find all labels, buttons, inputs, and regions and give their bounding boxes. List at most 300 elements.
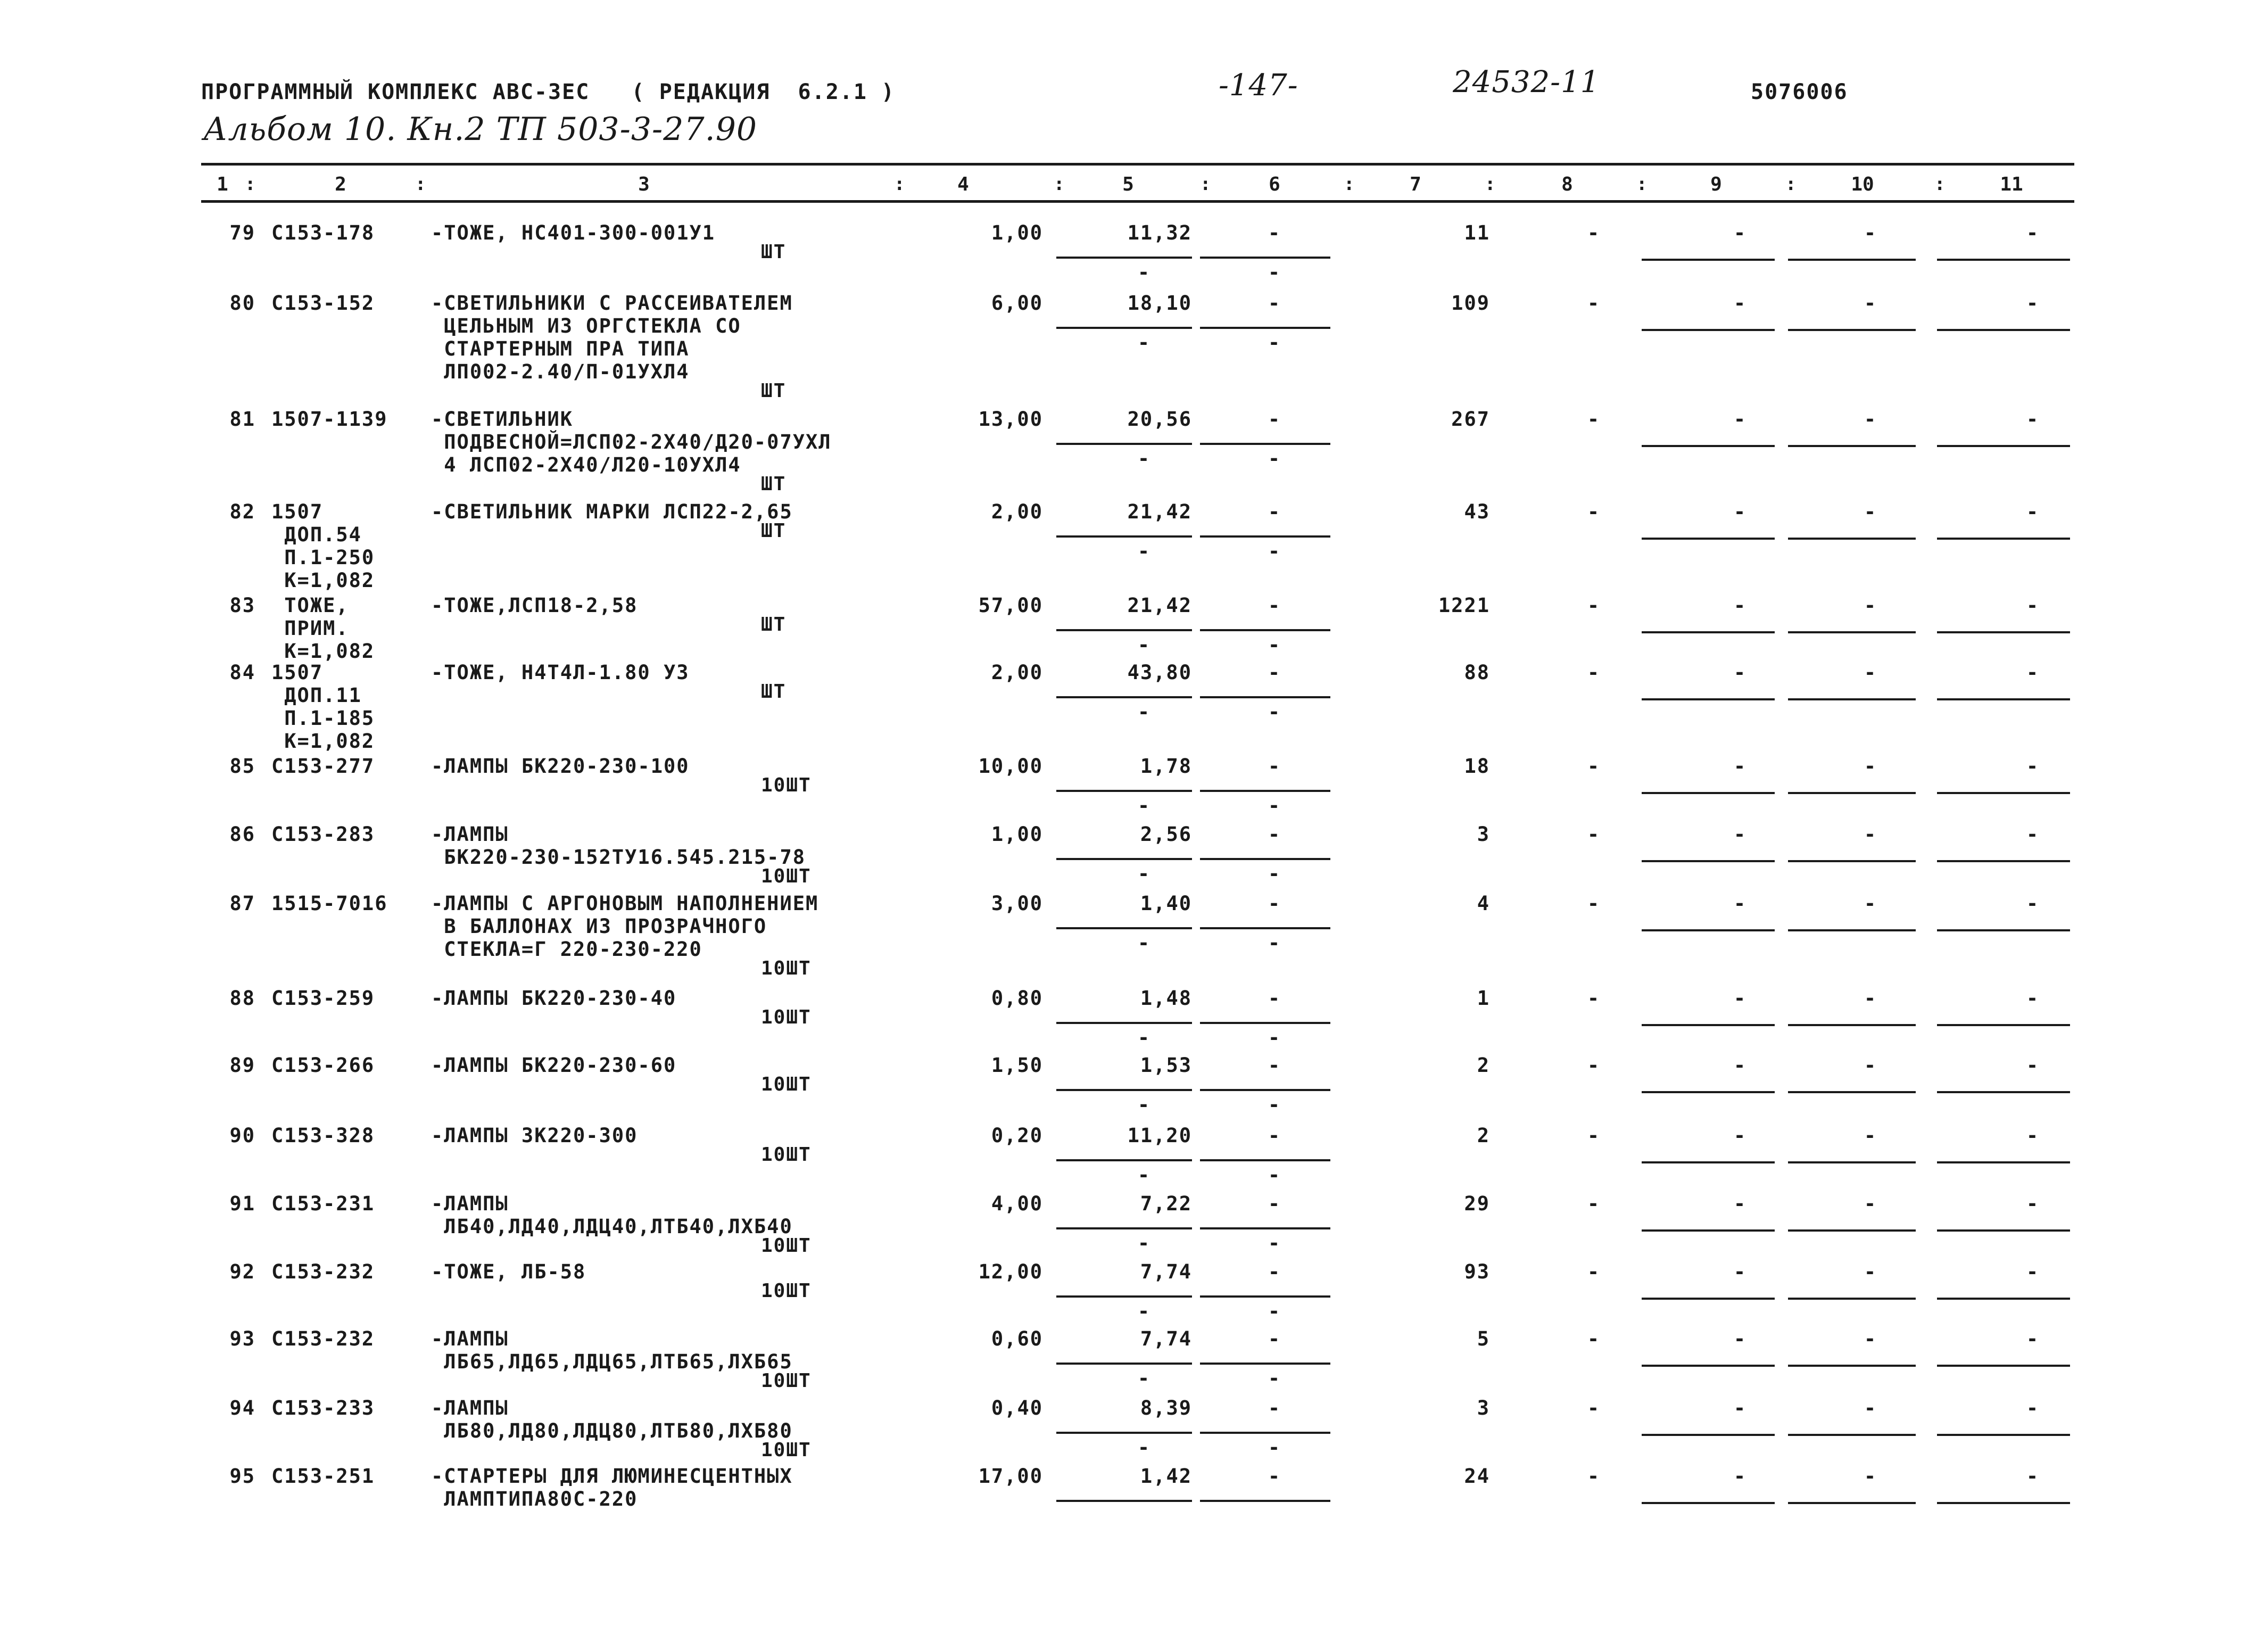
column-9-value: -: [1733, 594, 1747, 617]
column-separator: :: [245, 174, 256, 195]
column-header-1: 1: [217, 174, 228, 195]
item-description: -ЛАМПЫ БК220-230-100: [431, 755, 690, 778]
row-number: 92: [229, 1260, 255, 1283]
column-8-value: -: [1587, 408, 1601, 431]
price-underline: [1056, 858, 1192, 860]
column-9-underline: [1642, 329, 1775, 331]
column-11-underline: [1937, 1229, 2070, 1232]
column-11-underline: [1937, 329, 2070, 331]
column-6-secondary: -: [1268, 261, 1281, 284]
column-header-4: 4: [957, 174, 969, 195]
unit-price-secondary: -: [1137, 862, 1151, 885]
column-11-underline: [1937, 860, 2070, 862]
column-11-value: -: [2026, 1260, 2040, 1283]
quantity: 13,00: [978, 408, 1043, 431]
row-number: 93: [229, 1327, 255, 1350]
resource-code: С153-266: [271, 1054, 375, 1077]
column-10-underline: [1788, 1434, 1916, 1436]
price-underline: [1056, 629, 1192, 631]
column-10-underline: [1788, 1024, 1916, 1026]
unit-of-measure: 10ШТ: [761, 1439, 812, 1461]
item-description: -СВЕТИЛЬНИК ПОДВЕСНОЙ=ЛСП02-2Х40/Д20-07УХЛ 4 ЛСП02-2Х40/Л20-10УХЛ4: [431, 408, 832, 476]
column-9-underline: [1642, 1365, 1775, 1367]
row-number: 91: [229, 1192, 255, 1215]
column-9-underline: [1642, 631, 1775, 633]
quantity: 57,00: [978, 594, 1043, 617]
column-10-value: -: [1864, 594, 1877, 617]
column-9-value: -: [1733, 221, 1747, 244]
item-description: -СВЕТИЛЬНИК МАРКИ ЛСП22-2,65: [431, 500, 793, 523]
column-6-value: -: [1268, 408, 1281, 431]
column-8-value: -: [1587, 1124, 1601, 1147]
unit-of-measure: 10ШТ: [761, 1370, 812, 1392]
column-11-underline: [1937, 1502, 2070, 1504]
unit-price: 7,74: [1140, 1327, 1192, 1350]
column-10-value: -: [1864, 221, 1877, 244]
column-6-value: -: [1268, 594, 1281, 617]
column-6-value: -: [1268, 1465, 1281, 1488]
column-11-underline: [1937, 445, 2070, 447]
unit-price: 7,74: [1140, 1260, 1192, 1283]
column-8-value: -: [1587, 892, 1601, 915]
column-6-underline: [1200, 1022, 1330, 1024]
column-11-value: -: [2026, 1465, 2040, 1488]
column-header-11: 11: [2000, 174, 2023, 195]
total-cost: 267: [1451, 408, 1490, 431]
column-6-underline: [1200, 443, 1330, 445]
column-10-value: -: [1864, 1327, 1877, 1350]
row-number: 87: [229, 892, 255, 915]
resource-code: С153-232: [271, 1260, 375, 1283]
column-10-underline: [1788, 329, 1916, 331]
price-underline: [1056, 1022, 1192, 1024]
item-description: -ТОЖЕ, ЛБ-58: [431, 1260, 586, 1283]
unit-price: 1,53: [1140, 1054, 1192, 1077]
column-6-underline: [1200, 1500, 1330, 1502]
price-underline: [1056, 257, 1192, 259]
column-header-3: 3: [638, 174, 650, 195]
unit-price: 11,32: [1127, 221, 1192, 244]
column-10-value: -: [1864, 1124, 1877, 1147]
resource-code: С153-259: [271, 987, 375, 1010]
column-11-underline: [1937, 929, 2070, 931]
column-8-value: -: [1587, 1192, 1601, 1215]
column-9-value: -: [1733, 1054, 1747, 1077]
row-number: 82: [229, 500, 255, 523]
column-separator: :: [1785, 174, 1797, 195]
column-11-value: -: [2026, 661, 2040, 684]
quantity: 12,00: [978, 1260, 1043, 1283]
unit-price-secondary: -: [1137, 261, 1151, 284]
column-9-value: -: [1733, 292, 1747, 315]
column-10-value: -: [1864, 892, 1877, 915]
total-cost: 18: [1464, 755, 1490, 778]
column-6-underline: [1200, 1363, 1330, 1365]
column-6-value: -: [1268, 823, 1281, 846]
column-8-value: -: [1587, 1327, 1601, 1350]
unit-price-secondary: -: [1137, 1232, 1151, 1254]
column-6-secondary: -: [1268, 1232, 1281, 1254]
unit-price-secondary: -: [1137, 633, 1151, 656]
total-cost: 93: [1464, 1260, 1490, 1283]
column-10-value: -: [1864, 1054, 1877, 1077]
price-underline: [1056, 1500, 1192, 1502]
column-9-underline: [1642, 1502, 1775, 1504]
unit-price-secondary: -: [1137, 1436, 1151, 1459]
column-6-secondary: -: [1268, 1300, 1281, 1323]
column-header-7: 7: [1410, 174, 1421, 195]
row-number: 90: [229, 1124, 255, 1147]
column-6-secondary: -: [1268, 1367, 1281, 1390]
column-9-underline: [1642, 1229, 1775, 1232]
quantity: 17,00: [978, 1465, 1043, 1488]
table-header-rule: [201, 200, 2074, 203]
total-cost: 4: [1477, 892, 1490, 915]
column-6-secondary: -: [1268, 1163, 1281, 1186]
column-8-value: -: [1587, 1260, 1601, 1283]
column-8-value: -: [1587, 661, 1601, 684]
total-cost: 1: [1477, 987, 1490, 1010]
unit-of-measure: ШТ: [761, 241, 787, 263]
column-10-value: -: [1864, 755, 1877, 778]
column-separator: :: [1200, 174, 1211, 195]
column-9-value: -: [1733, 987, 1747, 1010]
column-6-secondary: -: [1268, 331, 1281, 354]
quantity: 0,40: [991, 1397, 1043, 1419]
column-11-value: -: [2026, 1124, 2040, 1147]
unit-price: 11,20: [1127, 1124, 1192, 1147]
column-9-value: -: [1733, 892, 1747, 915]
column-11-underline: [1937, 1161, 2070, 1163]
row-number: 88: [229, 987, 255, 1010]
row-number: 84: [229, 661, 255, 684]
column-11-value: -: [2026, 892, 2040, 915]
column-9-value: -: [1733, 500, 1747, 523]
column-separator: :: [1054, 174, 1065, 195]
column-8-value: -: [1587, 594, 1601, 617]
column-8-value: -: [1587, 221, 1601, 244]
unit-of-measure: 10ШТ: [761, 1144, 812, 1166]
column-6-underline: [1200, 257, 1330, 259]
unit-of-measure: 10ШТ: [761, 1235, 812, 1257]
table-top-rule: [201, 163, 2074, 166]
unit-of-measure: 10ШТ: [761, 1006, 812, 1028]
quantity: 0,60: [991, 1327, 1043, 1350]
column-11-underline: [1937, 1298, 2070, 1300]
column-6-underline: [1200, 1295, 1330, 1298]
total-cost: 43: [1464, 500, 1490, 523]
resource-code: С153-328: [271, 1124, 375, 1147]
column-10-underline: [1788, 1161, 1916, 1163]
column-10-value: -: [1864, 500, 1877, 523]
column-10-value: -: [1864, 661, 1877, 684]
column-9-underline: [1642, 792, 1775, 794]
column-9-underline: [1642, 1024, 1775, 1026]
resource-code: С153-233: [271, 1397, 375, 1419]
resource-code: С153-178: [271, 221, 375, 244]
column-6-value: -: [1268, 1397, 1281, 1419]
column-11-underline: [1937, 1024, 2070, 1026]
column-6-underline: [1200, 858, 1330, 860]
column-9-underline: [1642, 698, 1775, 700]
price-underline: [1056, 1363, 1192, 1365]
unit-price: 1,48: [1140, 987, 1192, 1010]
unit-of-measure: ШТ: [761, 614, 787, 635]
column-6-underline: [1200, 1089, 1330, 1091]
column-11-underline: [1937, 1434, 2070, 1436]
column-6-underline: [1200, 927, 1330, 929]
column-8-value: -: [1587, 1465, 1601, 1488]
column-10-value: -: [1864, 1397, 1877, 1419]
row-number: 81: [229, 408, 255, 431]
row-number: 94: [229, 1397, 255, 1419]
unit-price: 1,40: [1140, 892, 1192, 915]
column-6-value: -: [1268, 1327, 1281, 1350]
row-number: 89: [229, 1054, 255, 1077]
row-number: 85: [229, 755, 255, 778]
column-11-value: -: [2026, 823, 2040, 846]
column-6-secondary: -: [1268, 540, 1281, 563]
resource-code: С153-251: [271, 1465, 375, 1488]
column-10-underline: [1788, 860, 1916, 862]
column-10-underline: [1788, 445, 1916, 447]
column-6-secondary: -: [1268, 1026, 1281, 1049]
column-10-underline: [1788, 1298, 1916, 1300]
column-11-value: -: [2026, 1327, 2040, 1350]
column-11-value: -: [2026, 408, 2040, 431]
quantity: 1,00: [991, 823, 1043, 846]
total-cost: 3: [1477, 1397, 1490, 1419]
item-description: -ЛАМПЫ БК220-230-152ТУ16.545.215-78: [431, 823, 806, 869]
resource-code: С153-283: [271, 823, 375, 846]
column-6-secondary: -: [1268, 1436, 1281, 1459]
column-11-value: -: [2026, 594, 2040, 617]
column-6-secondary: -: [1268, 700, 1281, 723]
column-9-value: -: [1733, 408, 1747, 431]
item-description: -ЛАМПЫ С АРГОНОВЫМ НАПОЛНЕНИЕМ В БАЛЛОНАХ ИЗ ПРОЗРАЧНОГО СТЕКЛА=Г 220-230-220: [431, 892, 819, 961]
unit-price-secondary: -: [1137, 1300, 1151, 1323]
unit-of-measure: 10ШТ: [761, 774, 812, 796]
total-cost: 29: [1464, 1192, 1490, 1215]
column-6-underline: [1200, 790, 1330, 792]
unit-of-measure: ШТ: [761, 520, 787, 542]
column-11-value: -: [2026, 1054, 2040, 1077]
column-6-value: -: [1268, 500, 1281, 523]
column-separator: :: [415, 174, 426, 195]
total-cost: 88: [1464, 661, 1490, 684]
column-6-secondary: -: [1268, 862, 1281, 885]
column-header-5: 5: [1122, 174, 1134, 195]
column-11-underline: [1937, 792, 2070, 794]
column-separator: :: [1485, 174, 1496, 195]
row-number: 80: [229, 292, 255, 315]
unit-price-secondary: -: [1137, 931, 1151, 954]
column-10-underline: [1788, 1502, 1916, 1504]
unit-price: 2,56: [1140, 823, 1192, 846]
column-6-secondary: -: [1268, 794, 1281, 817]
quantity: 6,00: [991, 292, 1043, 315]
column-6-value: -: [1268, 987, 1281, 1010]
unit-price: 7,22: [1140, 1192, 1192, 1215]
column-6-underline: [1200, 629, 1330, 631]
unit-price-secondary: -: [1137, 331, 1151, 354]
item-description: -ТОЖЕ, НС401-300-001У1: [431, 221, 716, 244]
column-9-value: -: [1733, 1465, 1747, 1488]
resource-code: 1507 ДОП.54 П.1-250 К=1,082: [271, 500, 375, 592]
total-cost: 11: [1464, 221, 1490, 244]
column-11-value: -: [2026, 500, 2040, 523]
column-10-underline: [1788, 1229, 1916, 1232]
column-separator: :: [1934, 174, 1946, 195]
unit-price: 8,39: [1140, 1397, 1192, 1419]
total-cost: 24: [1464, 1465, 1490, 1488]
price-underline: [1056, 443, 1192, 445]
column-10-value: -: [1864, 1465, 1877, 1488]
column-header-2: 2: [335, 174, 346, 195]
column-6-value: -: [1268, 1124, 1281, 1147]
column-6-underline: [1200, 1227, 1330, 1229]
price-underline: [1056, 1227, 1192, 1229]
unit-of-measure: 10ШТ: [761, 1074, 812, 1095]
resource-code: 1507 ДОП.11 П.1-185 К=1,082: [271, 661, 375, 753]
column-11-underline: [1937, 1365, 2070, 1367]
price-underline: [1056, 790, 1192, 792]
column-6-secondary: -: [1268, 1093, 1281, 1116]
column-9-value: -: [1733, 755, 1747, 778]
column-10-underline: [1788, 1365, 1916, 1367]
column-10-value: -: [1864, 408, 1877, 431]
price-underline: [1056, 1295, 1192, 1298]
unit-price: 21,42: [1127, 594, 1192, 617]
column-6-value: -: [1268, 1260, 1281, 1283]
item-description: -СВЕТИЛЬНИКИ С РАССЕИВАТЕЛЕМ ЦЕЛЬНЫМ ИЗ ОРГСТЕКЛА СО СТАРТЕРНЫМ ПРА ТИПА ЛП002-2.40/П-01УХЛ4: [431, 292, 793, 383]
page-number: -147-: [1219, 68, 1298, 103]
resource-code: С153-231: [271, 1192, 375, 1215]
column-11-value: -: [2026, 755, 2040, 778]
unit-price-secondary: -: [1137, 1163, 1151, 1186]
column-9-underline: [1642, 1161, 1775, 1163]
quantity: 2,00: [991, 500, 1043, 523]
resource-code: 1515-7016: [271, 892, 388, 915]
quantity: 10,00: [978, 755, 1043, 778]
column-10-value: -: [1864, 987, 1877, 1010]
column-11-value: -: [2026, 987, 2040, 1010]
unit-of-measure: ШТ: [761, 473, 787, 495]
total-cost: 1221: [1438, 594, 1490, 617]
price-underline: [1056, 327, 1192, 329]
unit-price: 20,56: [1127, 408, 1192, 431]
price-underline: [1056, 1432, 1192, 1434]
column-11-value: -: [2026, 1397, 2040, 1419]
quantity: 2,00: [991, 661, 1043, 684]
column-10-underline: [1788, 1091, 1916, 1093]
column-6-value: -: [1268, 892, 1281, 915]
column-6-value: -: [1268, 661, 1281, 684]
column-10-underline: [1788, 259, 1916, 261]
column-6-underline: [1200, 1159, 1330, 1161]
column-9-value: -: [1733, 1124, 1747, 1147]
unit-of-measure: 10ШТ: [761, 957, 812, 979]
column-header-8: 8: [1561, 174, 1573, 195]
quantity: 1,50: [991, 1054, 1043, 1077]
unit-of-measure: 10ШТ: [761, 865, 812, 887]
item-description: -ЛАМПЫ ЛБ40,ЛД40,ЛДЦ40,ЛТБ40,ЛХБ40: [431, 1192, 793, 1238]
column-10-underline: [1788, 792, 1916, 794]
resource-code: С153-232: [271, 1327, 375, 1350]
column-6-value: -: [1268, 1192, 1281, 1215]
column-6-underline: [1200, 327, 1330, 329]
resource-code: С153-277: [271, 755, 375, 778]
price-underline: [1056, 696, 1192, 698]
column-10-value: -: [1864, 1260, 1877, 1283]
unit-price: 1,42: [1140, 1465, 1192, 1488]
unit-price-secondary: -: [1137, 1367, 1151, 1390]
price-underline: [1056, 1159, 1192, 1161]
resource-code: 1507-1139: [271, 408, 388, 431]
column-6-secondary: -: [1268, 447, 1281, 470]
unit-price-secondary: -: [1137, 1026, 1151, 1049]
column-11-value: -: [2026, 1192, 2040, 1215]
column-separator: :: [1636, 174, 1648, 195]
program-header: ПРОГРАММНЫЙ КОМПЛЕКС АВС-ЗЕС ( РЕДАКЦИЯ 6.2.1 ): [201, 80, 896, 104]
total-cost: 109: [1451, 292, 1490, 315]
unit-price-secondary: -: [1137, 447, 1151, 470]
unit-price: 18,10: [1127, 292, 1192, 315]
item-description: -ЛАМПЫ БК220-230-60: [431, 1054, 677, 1077]
column-11-value: -: [2026, 292, 2040, 315]
total-cost: 5: [1477, 1327, 1490, 1350]
column-9-value: -: [1733, 1260, 1747, 1283]
column-10-underline: [1788, 929, 1916, 931]
column-6-underline: [1200, 696, 1330, 698]
quantity: 4,00: [991, 1192, 1043, 1215]
item-description: -ТОЖЕ, Н4Т4Л-1.80 У3: [431, 661, 690, 684]
document-code: 5076006: [1751, 80, 1848, 104]
column-6-secondary: -: [1268, 931, 1281, 954]
column-9-underline: [1642, 445, 1775, 447]
column-separator: :: [894, 174, 905, 195]
album-reference: Альбом 10. Кн.2 ТП 503-3-27.90: [203, 111, 758, 148]
item-description: -ЛАМПЫ БК220-230-40: [431, 987, 677, 1010]
column-6-secondary: -: [1268, 633, 1281, 656]
column-10-value: -: [1864, 823, 1877, 846]
unit-price: 43,80: [1127, 661, 1192, 684]
column-10-value: -: [1864, 292, 1877, 315]
column-8-value: -: [1587, 987, 1601, 1010]
column-9-value: -: [1733, 1397, 1747, 1419]
column-6-underline: [1200, 1432, 1330, 1434]
column-10-underline: [1788, 698, 1916, 700]
total-cost: 2: [1477, 1124, 1490, 1147]
column-10-underline: [1788, 538, 1916, 540]
column-9-value: -: [1733, 661, 1747, 684]
price-underline: [1056, 535, 1192, 538]
quantity: 0,80: [991, 987, 1043, 1010]
row-number: 95: [229, 1465, 255, 1488]
column-separator: :: [1344, 174, 1355, 195]
column-10-value: -: [1864, 1192, 1877, 1215]
column-10-underline: [1788, 631, 1916, 633]
column-header-6: 6: [1269, 174, 1280, 195]
row-number: 83: [229, 594, 255, 617]
resource-code: С153-152: [271, 292, 375, 315]
document-number: 24532-11: [1453, 65, 1600, 100]
price-underline: [1056, 927, 1192, 929]
column-8-value: -: [1587, 1054, 1601, 1077]
row-number: 86: [229, 823, 255, 846]
quantity: 3,00: [991, 892, 1043, 915]
unit-of-measure: ШТ: [761, 380, 787, 402]
